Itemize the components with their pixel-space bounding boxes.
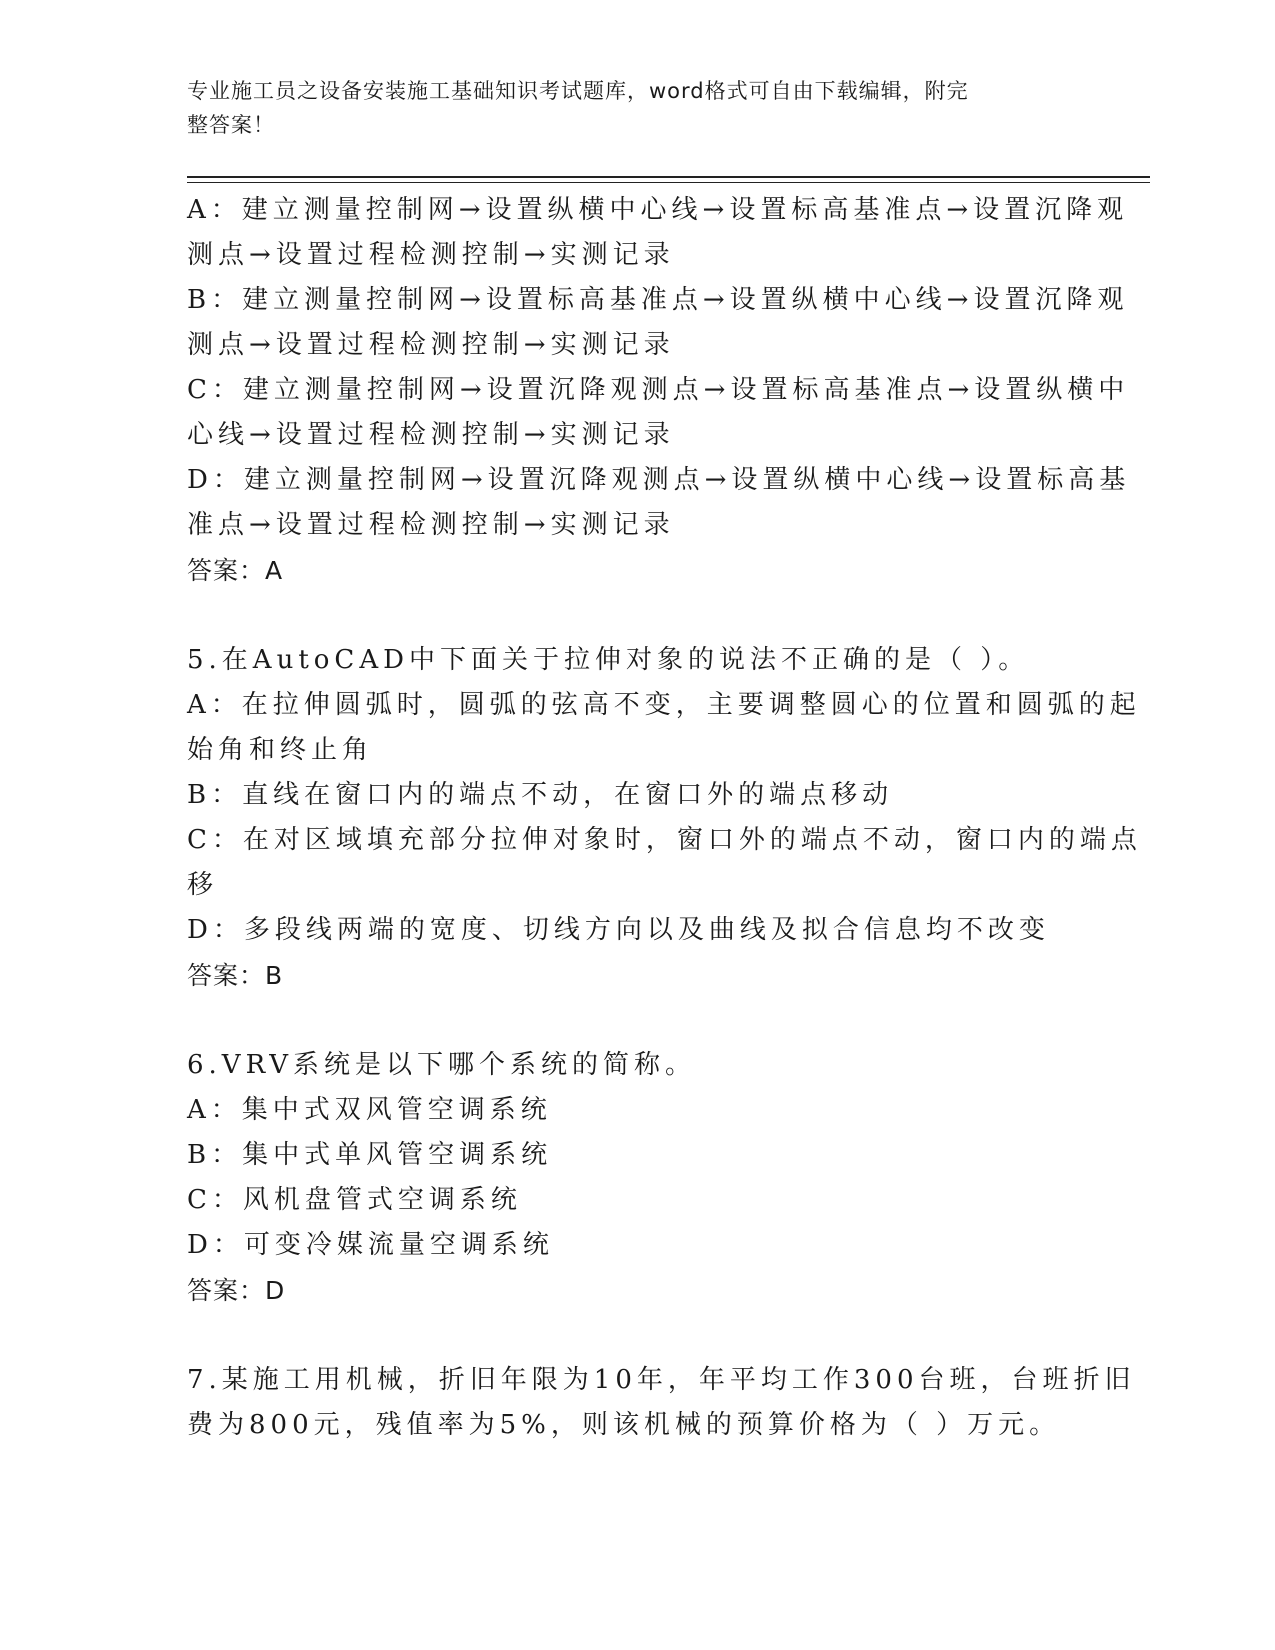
option-d-line-1: D：建立测量控制网→设置沉降观测点→设置纵横中心线→设置标高基 <box>187 465 1131 495</box>
option-a-line-1: A：在拉伸圆弧时，圆弧的弦高不变，主要调整圆心的位置和圆弧的起 <box>187 690 1141 720</box>
question-text-line-1: 7.某施工用机械，折旧年限为10年，年平均工作300台班，台班折旧 <box>187 1365 1136 1395</box>
option-a-line-1: A：建立测量控制网→设置纵横中心线→设置标高基准点→设置沉降观 <box>187 195 1129 225</box>
answer-label: 答案：A <box>187 556 284 585</box>
option-a: A：集中式双风管空调系统 <box>187 1095 552 1125</box>
option-b-line-1: B：直线在窗口内的端点不动，在窗口外的端点移动 <box>187 780 894 810</box>
answer-label: 答案：B <box>187 961 284 990</box>
option-c-line-2: 心线→设置过程检测控制→实测记录 <box>187 420 675 450</box>
option-b-line-1: B：建立测量控制网→设置标高基准点→设置纵横中心线→设置沉降观 <box>187 285 1129 315</box>
spacer <box>187 593 1067 638</box>
question-text: 5.在AutoCAD中下面关于拉伸对象的说法不正确的是（ ）。 <box>187 645 1030 675</box>
option-d-line-1: D：多段线两端的宽度、切线方向以及曲线及拟合信息均不改变 <box>187 915 1050 945</box>
question-6 <box>187 1043 1067 1313</box>
option-b-line-2: 测点→设置过程检测控制→实测记录 <box>187 330 675 360</box>
question-7 <box>187 1358 1136 1448</box>
header-divider-thick <box>187 176 1150 178</box>
option-a-line-2: 始角和终止角 <box>187 735 374 765</box>
question-4-options <box>187 188 1131 593</box>
header-divider-thin <box>187 182 1150 183</box>
option-d: D：可变冷媒流量空调系统 <box>187 1230 554 1260</box>
option-b: B：集中式单风管空调系统 <box>187 1140 553 1170</box>
header-line-1: 专业施工员之设备安装施工基础知识考试题库，word格式可自由下载编辑，附完 <box>187 79 969 103</box>
option-c-line-1: C：建立测量控制网→设置沉降观测点→设置标高基准点→设置纵横中 <box>187 375 1130 405</box>
answer-label: 答案：D <box>187 1276 286 1305</box>
question-text: 6.VRV系统是以下哪个系统的简称。 <box>187 1050 697 1080</box>
document-header <box>187 74 1067 142</box>
document-body <box>187 188 1142 1448</box>
option-c-line-1: C：在对区域填充部分拉伸对象时，窗口外的端点不动，窗口内的端点 <box>187 825 1142 855</box>
option-a-line-2: 测点→设置过程检测控制→实测记录 <box>187 240 675 270</box>
option-d-line-2: 准点→设置过程检测控制→实测记录 <box>187 510 675 540</box>
header-line-2: 整答案！ <box>187 113 275 137</box>
question-5 <box>187 638 1142 998</box>
spacer <box>187 1313 1067 1358</box>
option-c-line-2: 移 <box>187 870 219 900</box>
spacer <box>187 998 1067 1043</box>
question-text-line-2: 费为800元，残值率为5%，则该机械的预算价格为（ ）万元。 <box>187 1410 1061 1440</box>
option-c: C：风机盘管式空调系统 <box>187 1185 522 1215</box>
